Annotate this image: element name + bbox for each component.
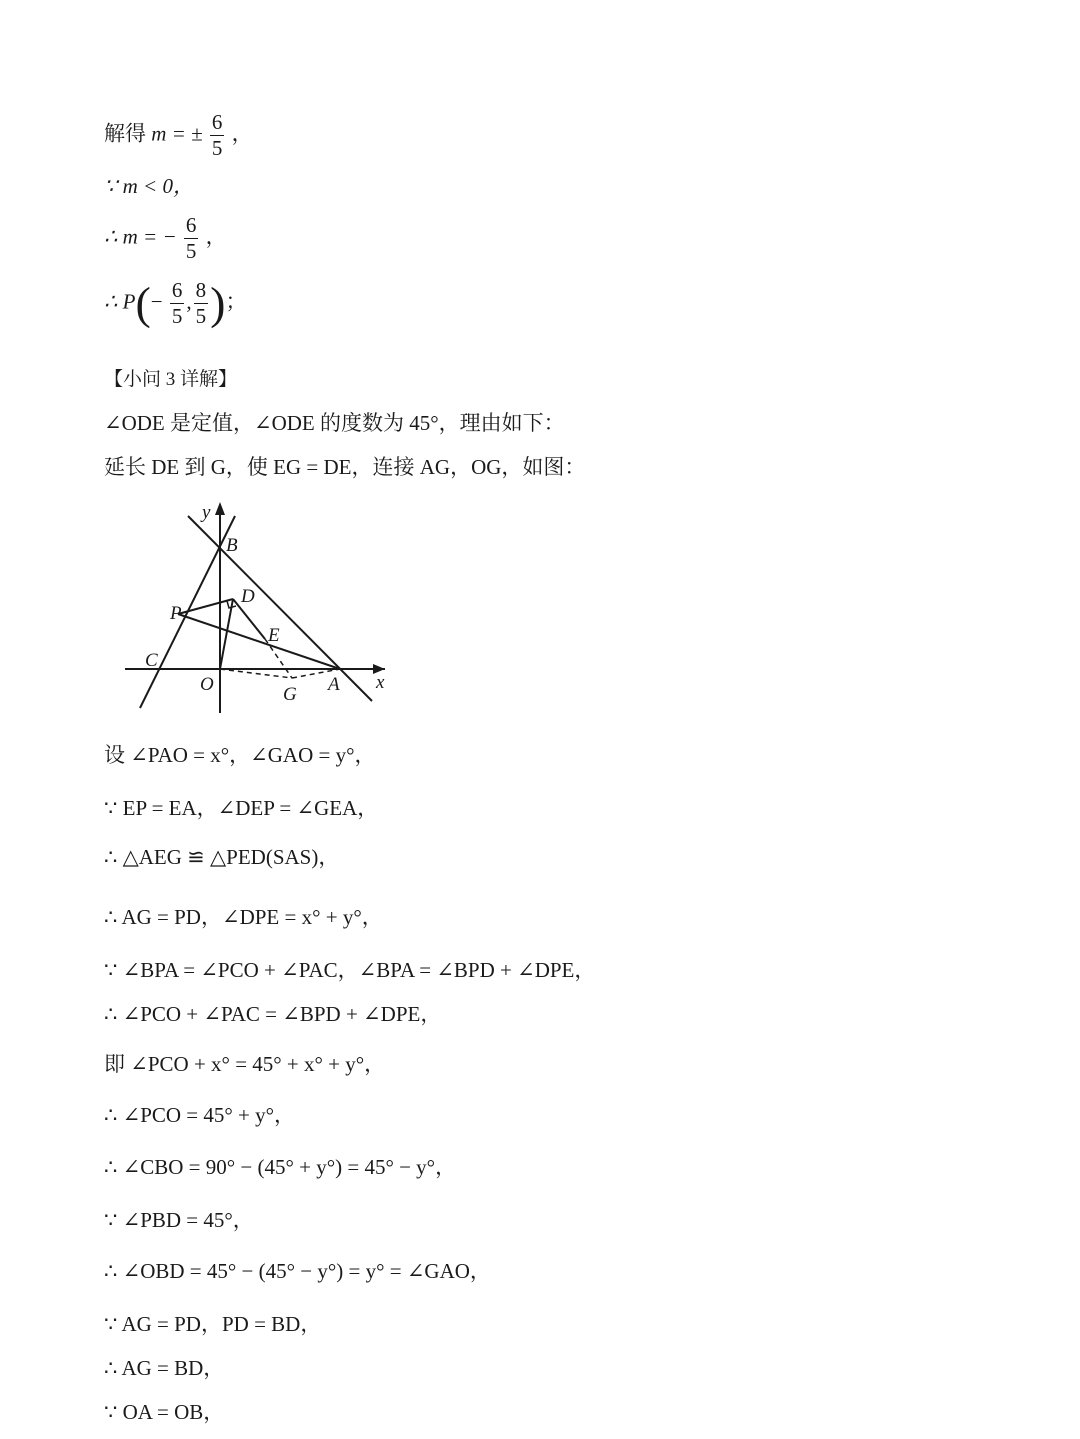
fraction (184, 215, 199, 262)
label-y: y (202, 502, 211, 523)
comma: , (186, 289, 192, 314)
segment-od (220, 599, 233, 669)
proof-line-2: ∵ EP = EA，∠DEP = ∠GEA， (104, 796, 379, 820)
fraction-numerator: 6 (171, 278, 183, 302)
proof-line-13: ∴ AG = BD， (104, 1356, 225, 1380)
proof-line-9: ∴ ∠CBO = 90° − (45° + y°) = 45° − y°， (104, 1155, 457, 1179)
label-x: x (376, 672, 385, 693)
proof-line-14: ∵ OA = OB， (104, 1400, 225, 1424)
line-solve-m (104, 112, 253, 159)
label-e: E (268, 625, 280, 646)
segment-og-dashed (220, 669, 292, 678)
proof-line-5: ∵ ∠BPA = ∠PCO + ∠PAC，∠BPA = ∠BPD + ∠DPE， (104, 958, 596, 982)
paren-open: ( (135, 277, 151, 329)
proof-line-8: ∴ ∠PCO = 45° + y°， (104, 1103, 296, 1127)
fraction (210, 112, 225, 159)
minus-sign: − (150, 289, 163, 314)
proof-line-7: 即 ∠PCO + x° = 45° + x° + y°， (104, 1052, 386, 1076)
fraction-numerator: 6 (185, 213, 197, 237)
proof-line-11: ∴ ∠OBD = 45° − (45° − y°) = y° = ∠GAO， (104, 1259, 491, 1283)
label-c: C (145, 650, 158, 671)
line-construction: 延长 DE 到 G，使 EG = DE，连接 AG，OG，如图： (104, 455, 586, 479)
line-ba (188, 516, 372, 701)
line-m-value (104, 215, 227, 262)
proof-line-3: ∴ △AEG ≌ △PED(SAS)， (104, 845, 340, 869)
punct: ； (225, 289, 247, 314)
fraction-denominator: 5 (211, 136, 223, 160)
label-b: B (226, 535, 238, 556)
fraction-denominator: 5 (195, 304, 207, 328)
segment-pd (178, 599, 233, 614)
paren-close: ) (210, 277, 226, 329)
text: 解得 (104, 121, 146, 146)
fraction-numerator: 8 (195, 278, 207, 302)
line-claim: ∠ODE 是定值，∠ODE 的度数为 45°，理由如下： (104, 411, 565, 435)
punct: ， (205, 224, 227, 249)
line-m-negative: ∵ m < 0， (104, 174, 194, 198)
label-p: P (170, 603, 182, 624)
fraction-denominator: 5 (171, 304, 183, 328)
label-d: D (241, 586, 255, 607)
fraction (194, 280, 209, 327)
fraction-numerator: 6 (211, 110, 223, 134)
math-expr: m = ± (151, 121, 203, 146)
section-header: 【小问 3 详解】 (104, 369, 238, 390)
punct: ， (231, 121, 253, 146)
y-axis-arrow (215, 502, 225, 515)
label-g: G (283, 684, 297, 705)
label-o: O (200, 674, 214, 695)
proof-line-6: ∴ ∠PCO + ∠PAC = ∠BPD + ∠DPE， (104, 1002, 442, 1026)
proof-line-1: 设 ∠PAO = x°，∠GAO = y°， (104, 743, 376, 767)
proof-line-12: ∵ AG = PD，PD = BD， (104, 1312, 322, 1336)
segment-pa (178, 614, 340, 669)
fraction-denominator: 5 (185, 239, 197, 263)
line-point-p (104, 277, 247, 329)
label-a: A (328, 674, 340, 695)
math-expr: ∴ m = − (104, 224, 177, 249)
proof-line-4: ∴ AG = PD，∠DPE = x° + y°， (104, 905, 383, 929)
proof-line-10: ∵ ∠PBD = 45°， (104, 1208, 254, 1232)
geometry-figure (120, 498, 400, 718)
fraction (170, 280, 185, 327)
math-expr: ∴ P (104, 289, 136, 314)
